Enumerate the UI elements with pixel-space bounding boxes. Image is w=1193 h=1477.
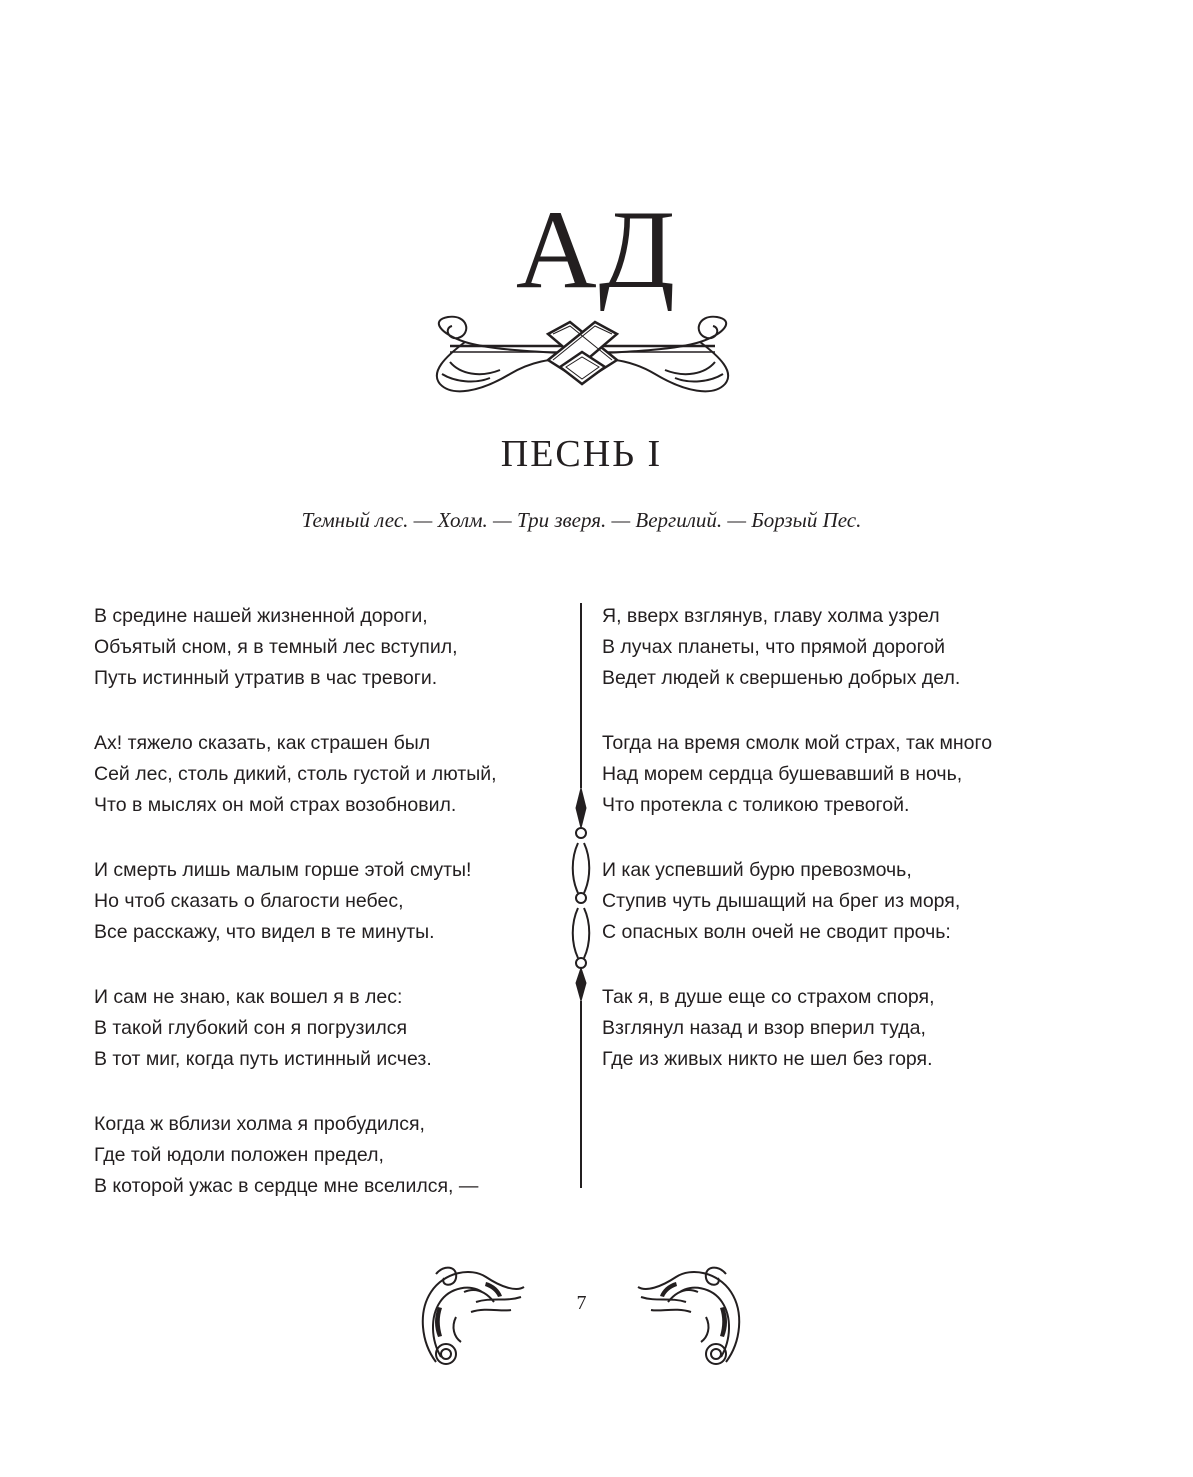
verse-line: В такой глубокий сон я погрузился — [94, 1017, 408, 1039]
verse-line: Но чтоб сказать о благости небес, — [94, 890, 404, 912]
verse-line: Ступив чуть дышащий на брег из моря, — [602, 890, 961, 912]
page-number: 7 — [576, 1292, 587, 1314]
verse-line: Над морем сердца бушевавший в ночь, — [602, 763, 963, 785]
verse-line: В лучах планеты, что прямой дорогой — [602, 636, 946, 658]
verse-line: Так я, в душе еще со страхом споря, — [602, 986, 935, 1008]
stanza — [602, 728, 1062, 821]
verse-line: Ведет людей к свершенью добрых дел. — [602, 667, 961, 689]
verse-line: Все расскажу, что видел в те минуты. — [94, 921, 435, 943]
verse-line: С опасных волн очей не сводит прочь: — [602, 921, 951, 943]
verse-line: Ах! тяжело сказать, как страшен был — [94, 732, 431, 754]
verse-line: Что в мыслях он мой страх возобновил. — [94, 794, 457, 816]
column-divider-icon — [566, 603, 596, 1188]
verse-line: Я, вверх взглянув, главу холма узрел — [602, 605, 940, 627]
poem-column-left — [94, 601, 564, 1236]
stanza — [602, 982, 1062, 1075]
verse-line: Путь истинный утратив в час тревоги. — [94, 667, 438, 689]
verse-line: Сей лес, столь дикий, столь густой и лютый, — [94, 763, 497, 785]
verse-line: В средине нашей жизненной дороги, — [94, 605, 428, 627]
verse-line: В которой ужас в сердце мне вселился, — — [94, 1175, 479, 1197]
verse-line: Где из живых никто не шел без горя. — [602, 1048, 933, 1070]
verse-line: Что протекла с толикою тревогой. — [602, 794, 910, 816]
stanza — [602, 601, 1062, 694]
verse-line: Тогда на время смолк мой страх, так много — [602, 732, 993, 754]
verse-line: И смерть лишь малым горше этой смуты! — [94, 859, 472, 881]
verse-line: Объятый сном, я в темный лес вступил, — [94, 636, 458, 658]
canto-summary: Темный лес. — Холм. — Три зверя. — Вергилий. — Борзый Пес. — [301, 508, 862, 532]
stanza — [94, 1109, 564, 1202]
stanza — [94, 601, 564, 694]
poem-column-right — [602, 601, 1062, 1109]
verse-line: В тот миг, когда путь истинный исчез. — [94, 1048, 432, 1070]
verse-line: Взглянул назад и взор вперил туда, — [602, 1017, 926, 1039]
stanza — [94, 855, 564, 948]
stanza — [94, 728, 564, 821]
page-title: АД — [515, 188, 678, 312]
verse-line: Где той юдоли положен предел, — [94, 1144, 384, 1166]
ornament-knot-icon — [420, 312, 745, 397]
stanza — [602, 855, 1062, 948]
acanthus-scroll-right-icon — [634, 1262, 746, 1372]
verse-line: И как успевший бурю превозмочь, — [602, 859, 912, 881]
verse-line: И сам не знаю, как вошел я в лес: — [94, 986, 403, 1008]
acanthus-scroll-left-icon — [416, 1262, 528, 1372]
stanza — [94, 982, 564, 1075]
verse-line: Когда ж вблизи холма я пробудился, — [94, 1113, 425, 1135]
canto-heading: ПЕСНЬ I — [500, 433, 663, 475]
